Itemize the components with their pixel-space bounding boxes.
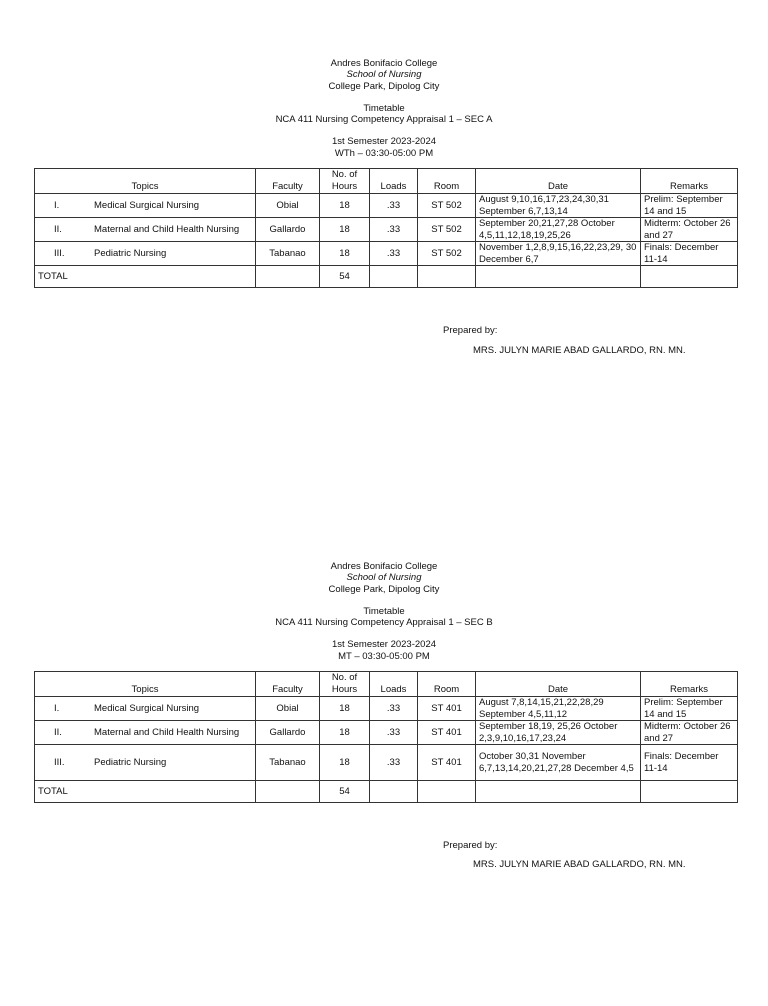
- total-label: TOTAL: [35, 781, 256, 803]
- document-header: [0, 561, 768, 662]
- faculty-cell: Tabanao: [256, 242, 320, 266]
- topic-number: II.: [54, 726, 62, 738]
- hours-cell: 18: [320, 697, 370, 721]
- remarks-cell: Midterm: October 26 and 27: [641, 721, 738, 745]
- col-faculty: Faculty: [256, 672, 320, 697]
- room-cell: ST 502: [418, 218, 476, 242]
- loads-cell: .33: [370, 721, 418, 745]
- col-topics: Topics: [35, 672, 256, 697]
- timetable-section-a: [0, 58, 768, 356]
- loads-cell: .33: [370, 745, 418, 781]
- total-row: [35, 781, 738, 803]
- topic-name: Maternal and Child Health Nursing: [94, 223, 240, 235]
- date-cell: September 18,19, 25,26 October 2,3,9,10,16,17,23,24: [476, 721, 641, 745]
- remarks-cell: Finals: December 11-14: [641, 745, 738, 781]
- table-row: [35, 745, 738, 781]
- col-faculty: Faculty: [256, 169, 320, 194]
- school-name: School of Nursing: [346, 69, 422, 81]
- topic-cell: [35, 218, 256, 242]
- col-topics: Topics: [35, 169, 256, 194]
- total-label: TOTAL: [35, 266, 256, 288]
- total-hours: 54: [320, 266, 370, 288]
- date-cell: October 30,31 November 6,7,13,14,20,21,27,28 December 4,5: [476, 745, 641, 781]
- signer-name: MRS. JULYN MARIE ABAD GALLARDO, RN. MN.: [473, 345, 686, 356]
- faculty-cell: Obial: [256, 194, 320, 218]
- topic-number: II.: [54, 223, 62, 235]
- topic-number: I.: [54, 702, 60, 714]
- date-cell: August 9,10,16,17,23,24,30,31 September 6,7,13,14: [476, 194, 641, 218]
- table-row: [35, 194, 738, 218]
- timetable: [34, 168, 738, 288]
- remarks-cell: Finals: December 11-14: [641, 242, 738, 266]
- semester: 1st Semester 2023-2024: [331, 639, 437, 651]
- hours-cell: 18: [320, 721, 370, 745]
- hours-cell: 18: [320, 242, 370, 266]
- hours-cell: 18: [320, 218, 370, 242]
- topic-name: Pediatric Nursing: [94, 756, 167, 768]
- col-room: Room: [418, 672, 476, 697]
- col-date: Date: [476, 672, 641, 697]
- college-address: College Park, Dipolog City: [328, 583, 440, 595]
- topic-number: III.: [54, 247, 65, 259]
- loads-cell: .33: [370, 194, 418, 218]
- college-address: College Park, Dipolog City: [328, 80, 440, 92]
- col-hours: No. of Hours: [320, 672, 370, 697]
- date-cell: August 7,8,14,15,21,22,28,29 September 4,5,11,12: [476, 697, 641, 721]
- header-row: [35, 169, 738, 194]
- col-date: Date: [476, 169, 641, 194]
- schedule: MT – 03:30-05:00 PM: [338, 650, 430, 662]
- topic-name: Pediatric Nursing: [94, 247, 167, 259]
- college-name: Andres Bonifacio College: [330, 58, 438, 69]
- prepared-by-label: Prepared by:: [443, 325, 498, 336]
- doc-title: Timetable: [363, 605, 405, 617]
- faculty-cell: Gallardo: [256, 721, 320, 745]
- hours-cell: 18: [320, 194, 370, 218]
- signer-name: MRS. JULYN MARIE ABAD GALLARDO, RN. MN.: [473, 859, 686, 870]
- topic-cell: [35, 721, 256, 745]
- col-hours: No. of Hours: [320, 169, 370, 194]
- date-cell: September 20,21,27,28 October 4,5,11,12,18,19,25,26: [476, 218, 641, 242]
- remarks-cell: Prelim: September 14 and 15: [641, 194, 738, 218]
- doc-title: Timetable: [363, 102, 405, 114]
- hours-cell: 18: [320, 745, 370, 781]
- course-title: NCA 411 Nursing Competency Appraisal 1 – SEC A: [275, 114, 493, 126]
- topic-cell: [35, 194, 256, 218]
- topic-cell: [35, 242, 256, 266]
- col-room: Room: [418, 169, 476, 194]
- total-row: [35, 266, 738, 288]
- date-cell: November 1,2,8,9,15,16,22,23,29, 30 December 6,7: [476, 242, 641, 266]
- room-cell: ST 401: [418, 697, 476, 721]
- header-row: [35, 672, 738, 697]
- col-loads: Loads: [370, 672, 418, 697]
- document-header: [0, 58, 768, 159]
- room-cell: ST 502: [418, 194, 476, 218]
- remarks-cell: Midterm: October 26 and 27: [641, 218, 738, 242]
- topic-name: Maternal and Child Health Nursing: [94, 726, 240, 738]
- remarks-cell: Prelim: September 14 and 15: [641, 697, 738, 721]
- faculty-cell: Obial: [256, 697, 320, 721]
- room-cell: ST 502: [418, 242, 476, 266]
- course-title: NCA 411 Nursing Competency Appraisal 1 – SEC B: [275, 617, 493, 629]
- col-remarks: Remarks: [641, 169, 738, 194]
- topic-cell: [35, 745, 256, 781]
- faculty-cell: Tabanao: [256, 745, 320, 781]
- semester: 1st Semester 2023-2024: [331, 136, 437, 148]
- faculty-cell: Gallardo: [256, 218, 320, 242]
- school-name: School of Nursing: [346, 572, 422, 584]
- schedule: WTh – 03:30-05:00 PM: [334, 147, 434, 159]
- col-loads: Loads: [370, 169, 418, 194]
- loads-cell: .33: [370, 242, 418, 266]
- topic-number: I.: [54, 199, 60, 211]
- room-cell: ST 401: [418, 745, 476, 781]
- table-row: [35, 721, 738, 745]
- topic-name: Medical Surgical Nursing: [94, 702, 200, 714]
- table-row: [35, 697, 738, 721]
- timetable: [34, 671, 738, 803]
- timetable-section-b: [0, 561, 768, 870]
- loads-cell: .33: [370, 697, 418, 721]
- topic-name: Medical Surgical Nursing: [94, 199, 200, 211]
- table-row: [35, 218, 738, 242]
- topic-cell: [35, 697, 256, 721]
- table-row: [35, 242, 738, 266]
- total-hours: 54: [320, 781, 370, 803]
- topic-number: III.: [54, 756, 65, 768]
- loads-cell: .33: [370, 218, 418, 242]
- room-cell: ST 401: [418, 721, 476, 745]
- college-name: Andres Bonifacio College: [330, 561, 438, 572]
- col-remarks: Remarks: [641, 672, 738, 697]
- prepared-by-label: Prepared by:: [443, 840, 498, 851]
